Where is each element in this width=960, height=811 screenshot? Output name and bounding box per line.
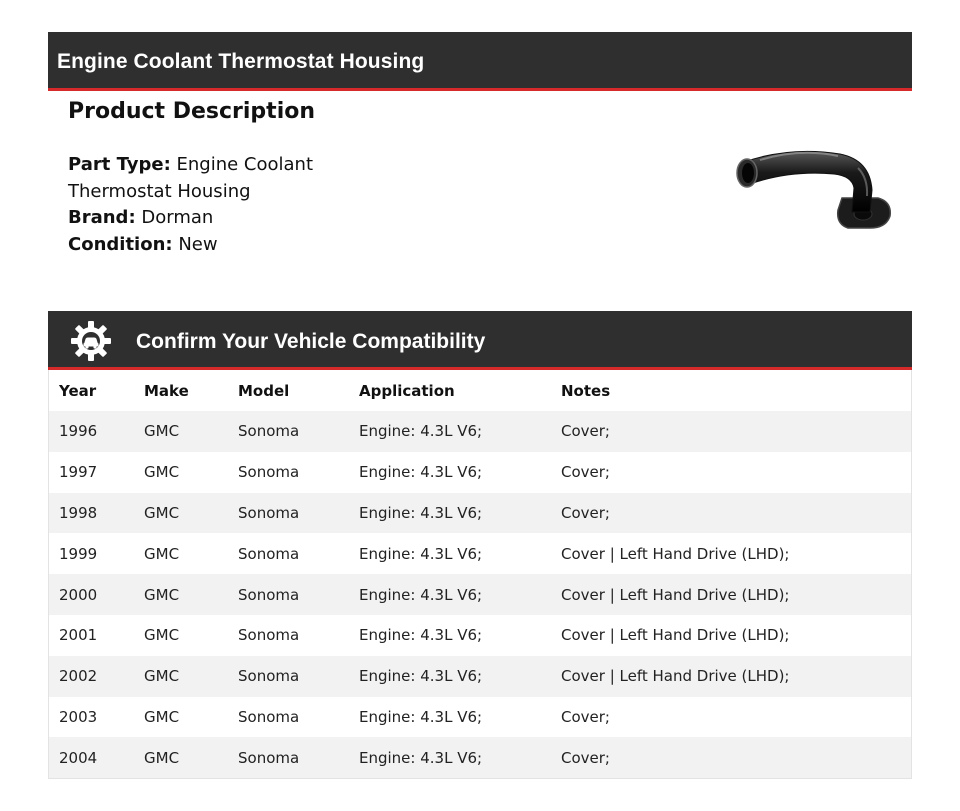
product-title: Engine Coolant Thermostat Housing [57,50,425,73]
cell-model: Sonoma [238,585,300,604]
product-title-bar [48,32,912,91]
cell-notes: Cover | Left Hand Drive (LHD); [561,667,790,686]
cell-notes: Cover; [561,707,610,726]
cell-notes: Cover | Left Hand Drive (LHD); [561,626,790,645]
cell-year: 2004 [59,748,98,767]
table-row [49,493,911,534]
table-row [49,574,911,615]
cell-make: GMC [144,626,180,645]
cell-year: 2001 [59,626,98,645]
cell-model: Sonoma [238,626,300,645]
cell-application: Engine: 4.3L V6; [359,463,483,482]
column-header-application: Application [359,381,455,400]
table-row [49,452,911,493]
compatibility-title: Confirm Your Vehicle Compatibility [136,330,486,353]
cell-model: Sonoma [238,544,300,563]
cell-year: 2003 [59,707,98,726]
cell-notes: Cover; [561,463,610,482]
cell-make: GMC [144,748,180,767]
cell-make: GMC [144,585,180,604]
cell-year: 1996 [59,422,98,441]
spec-brand-label: Brand: [68,207,136,228]
cell-make: GMC [144,544,180,563]
cell-model: Sonoma [238,707,300,726]
column-header-model: Model [238,381,290,400]
table-row [49,615,911,656]
description-heading: Product Description [68,99,316,124]
spec-part-type-label: Part Type: [68,154,171,175]
cell-year: 1997 [59,463,98,482]
product-description [68,96,488,258]
cell-make: GMC [144,463,180,482]
cell-model: Sonoma [238,748,300,767]
column-header-make: Make [144,381,189,400]
cell-application: Engine: 4.3L V6; [359,422,483,441]
column-header-year: Year [59,381,97,400]
compatibility-bar [48,311,912,370]
cell-application: Engine: 4.3L V6; [359,707,483,726]
product-image [730,140,900,235]
cell-make: GMC [144,503,180,522]
table-header-row [49,370,911,411]
cell-year: 1998 [59,503,98,522]
spec-condition [68,232,413,259]
table-row [49,533,911,574]
cell-notes: Cover; [561,503,610,522]
table-row [49,737,911,778]
table-row [49,697,911,738]
cell-make: GMC [144,707,180,726]
cell-application: Engine: 4.3L V6; [359,585,483,604]
cell-notes: Cover; [561,422,610,441]
column-header-notes: Notes [561,381,611,400]
cell-make: GMC [144,422,180,441]
cell-make: GMC [144,667,180,686]
cell-year: 1999 [59,544,98,563]
cell-application: Engine: 4.3L V6; [359,748,483,767]
spec-part-type [68,152,413,205]
cell-application: Engine: 4.3L V6; [359,544,483,563]
cell-notes: Cover | Left Hand Drive (LHD); [561,544,790,563]
compatibility-table [48,370,912,779]
cell-year: 2000 [59,585,98,604]
cell-notes: Cover; [561,748,610,767]
cell-notes: Cover | Left Hand Drive (LHD); [561,585,790,604]
gear-vehicle-icon [70,320,112,362]
cell-year: 2002 [59,667,98,686]
spec-part-type-value: Engine Coolant Thermostat Housing [68,154,314,202]
table-row [49,656,911,697]
cell-model: Sonoma [238,667,300,686]
spec-brand-value: Dorman [141,207,214,228]
cell-application: Engine: 4.3L V6; [359,667,483,686]
cell-application: Engine: 4.3L V6; [359,503,483,522]
cell-model: Sonoma [238,463,300,482]
spec-condition-value: New [178,233,218,255]
cell-model: Sonoma [238,422,300,441]
product-specs [68,152,413,258]
table-row [49,411,911,452]
spec-brand [68,205,413,232]
cell-model: Sonoma [238,503,300,522]
spec-condition-label: Condition: [68,233,173,255]
cell-application: Engine: 4.3L V6; [359,626,483,645]
